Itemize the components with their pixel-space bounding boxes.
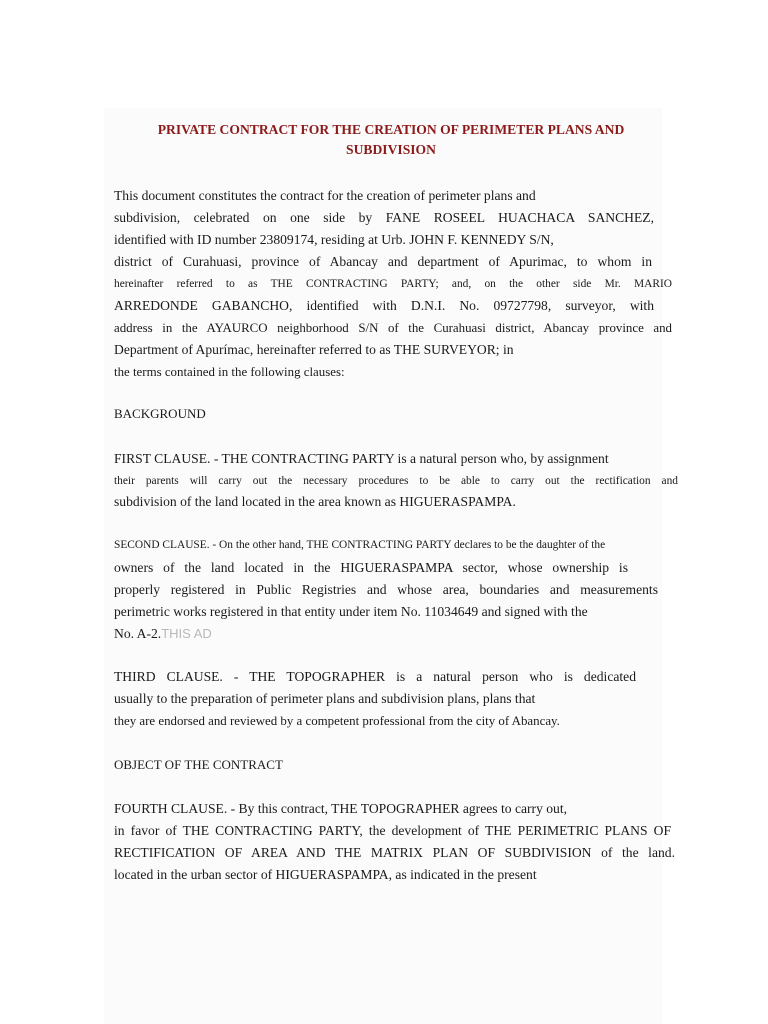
fourth-clause-line: in favor of THE CONTRACTING PARTY, the development of THE PERIMETRIC PLANS OF — [114, 823, 671, 838]
fourth-clause-line: FOURTH CLAUSE. - By this contract, THE TOPOGRAPHER agrees to carry out, — [114, 801, 568, 816]
fourth-clause-line: RECTIFICATION OF AREA AND THE MATRIX PLAN OF SUBDIVISION of the land. — [114, 845, 675, 860]
second-clause-last-line — [114, 624, 678, 644]
first-clause-line: FIRST CLAUSE. - THE CONTRACTING PARTY is a natural person who, by assignment — [114, 451, 609, 466]
second-clause-line: properly registered in Public Registries and whose area, boundaries and measurements — [114, 582, 658, 597]
second-clause-line: No. A-2. — [114, 626, 162, 641]
document-title — [104, 120, 678, 160]
heading-object: OBJECT OF THE CONTRACT — [114, 757, 283, 772]
intro-line: ARREDONDE GABANCHO, identified with D.N.I. No. 09727798, surveyor, with — [114, 298, 654, 313]
intro-line: Department of Apurímac, hereinafter referred to as THE SURVEYOR; in — [114, 342, 514, 357]
title-line-2: SUBDIVISION — [346, 142, 436, 157]
second-clause-line: perimetric works registered in that entity under item No. 11034649 and signed with the — [114, 604, 588, 619]
fourth-clause-line: located in the urban sector of HIGUERASPAMPA, as indicated in the present — [114, 867, 537, 882]
intro-line: subdivision, celebrated on one side by FANE ROSEEL HUACHACA SANCHEZ, — [114, 210, 654, 225]
first-clause-line: subdivision of the land located in the area known as HIGUERASPAMPA. — [114, 494, 516, 509]
intro-line: district of Curahuasi, province of Abancay and department of Apurimac, to whom in — [114, 254, 652, 269]
intro-line: the terms contained in the following clauses: — [114, 365, 345, 379]
title-line-1: PRIVATE CONTRACT FOR THE CREATION OF PERIMETER PLANS AND — [157, 122, 625, 137]
third-clause-line: they are endorsed and reviewed by a competent professional from the city of Abancay. — [114, 714, 560, 728]
intro-line: address in the AYAURCO neighborhood S/N of the Curahuasi district, Abancay province and — [114, 321, 672, 335]
third-clause-line: THIRD CLAUSE. - THE TOPOGRAPHER is a natural person who is dedicated — [114, 669, 636, 684]
third-clause-line: usually to the preparation of perimeter plans and subdivision plans, plans that — [114, 691, 536, 706]
second-clause-line: owners of the land located in the HIGUERASPAMPA sector, whose ownership is — [114, 560, 628, 575]
ad-label: THIS AD — [161, 626, 212, 641]
intro-line: This document constitutes the contract for the creation of perimeter plans and — [114, 188, 536, 203]
intro-line: hereinafter referred to as THE CONTRACTING PARTY; and, on the other side Mr. MARIO — [114, 278, 672, 290]
intro-line: identified with ID number 23809174, residing at Urb. JOHN F. KENNEDY S/N, — [114, 232, 554, 247]
first-clause-line: their parents will carry out the necessary procedures to be able to carry out the rectification and — [114, 475, 678, 487]
second-clause-line: SECOND CLAUSE. - On the other hand, THE CONTRACTING PARTY declares to be the daughter of the — [114, 539, 606, 551]
heading-background: BACKGROUND — [114, 406, 206, 421]
